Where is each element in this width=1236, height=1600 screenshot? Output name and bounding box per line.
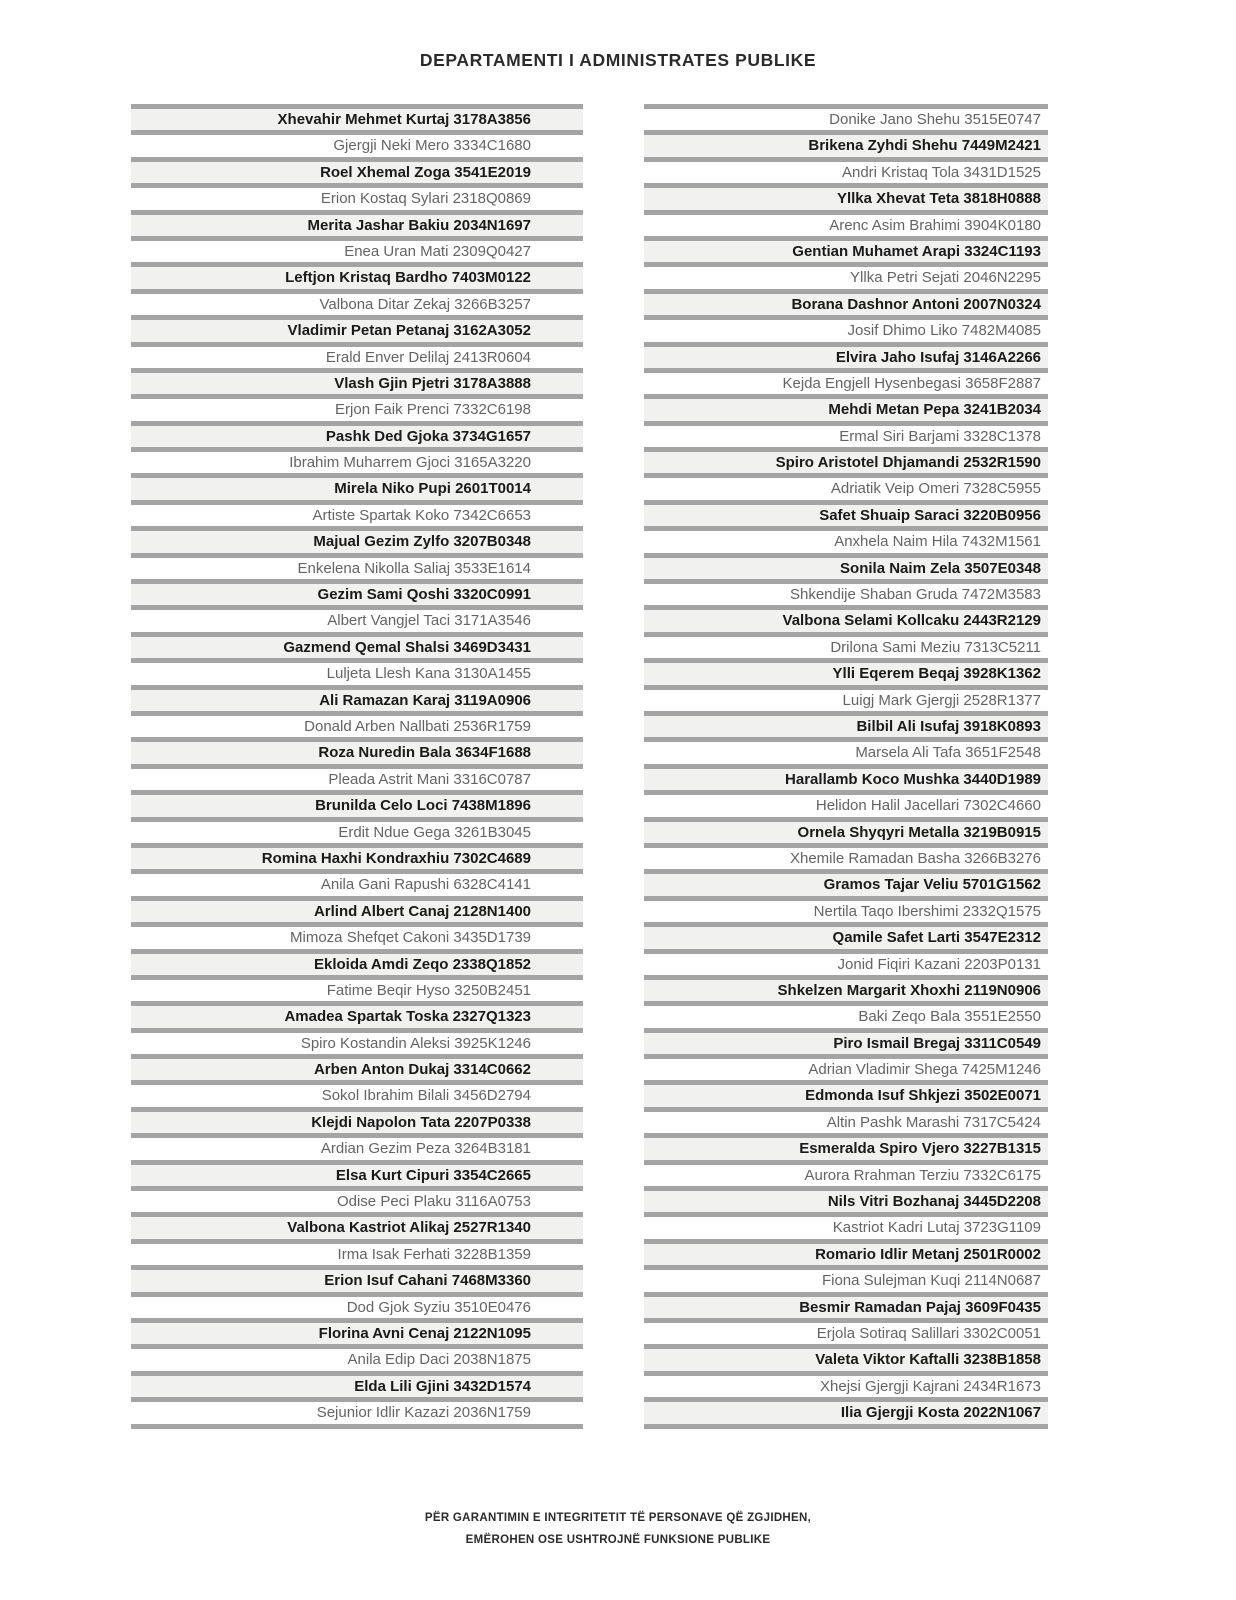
table-row: Altin Pashk Marashi 7317C5424 [644,1107,1048,1133]
table-row: Elsa Kurt Cipuri 3354C2665 [131,1160,583,1186]
table-row: Helidon Halil Jacellari 7302C4660 [644,790,1048,816]
table-row: Edmonda Isuf Shkjezi 3502E0071 [644,1080,1048,1106]
table-row: Mehdi Metan Pepa 3241B2034 [644,394,1048,420]
table-row: Spiro Aristotel Dhjamandi 2532R1590 [644,447,1048,473]
table-row: Enea Uran Mati 2309Q0427 [131,236,583,262]
table-row: Anila Edip Daci 2038N1875 [131,1344,583,1370]
table-row: Shkendije Shaban Gruda 7472M3583 [644,579,1048,605]
table-row: Nertila Taqo Ibershimi 2332Q1575 [644,896,1048,922]
table-row: Ilia Gjergji Kosta 2022N1067 [644,1397,1048,1423]
table-row: Ali Ramazan Karaj 3119A0906 [131,685,583,711]
table-row: Majual Gezim Zylfo 3207B0348 [131,526,583,552]
table-row: Luigj Mark Gjergji 2528R1377 [644,685,1048,711]
table-row: Merita Jashar Bakiu 2034N1697 [131,210,583,236]
table-row: Erald Enver Delilaj 2413R0604 [131,342,583,368]
table-row: Drilona Sami Meziu 7313C5211 [644,632,1048,658]
table-row: Valbona Selami Kollcaku 2443R2129 [644,605,1048,631]
page-title: DEPARTAMENTI I ADMINISTRATES PUBLIKE [419,50,817,70]
table-row: Qamile Safet Larti 3547E2312 [644,922,1048,948]
table-row: Xhejsi Gjergji Kajrani 2434R1673 [644,1371,1048,1397]
table-row: Piro Ismail Bregaj 3311C0549 [644,1028,1048,1054]
table-row: Vlash Gjin Pjetri 3178A3888 [131,368,583,394]
table-row: Erion Kostaq Sylari 2318Q0869 [131,183,583,209]
table-row: Vladimir Petan Petanaj 3162A3052 [131,315,583,341]
footer-line-1: PËR GARANTIMIN E INTEGRITETIT TË PERSONAVE QË ZGJIDHEN, [424,1512,812,1524]
table-row: Gentian Muhamet Arapi 3324C1193 [644,236,1048,262]
table-row: Mirela Niko Pupi 2601T0014 [131,473,583,499]
footer [0,1507,1236,1551]
table-row: Ornela Shyqyri Metalla 3219B0915 [644,817,1048,843]
table-row: Enkelena Nikolla Saliaj 3533E1614 [131,553,583,579]
table-row: Baki Zeqo Bala 3551E2550 [644,1001,1048,1027]
table-row: Adriatik Veip Omeri 7328C5955 [644,473,1048,499]
table-row: Josif Dhimo Liko 7482M4085 [644,315,1048,341]
table-row: Marsela Ali Tafa 3651F2548 [644,737,1048,763]
table-row: Yllka Petri Sejati 2046N2295 [644,262,1048,288]
table-row: Romina Haxhi Kondraxhiu 7302C4689 [131,843,583,869]
table-row: Arenc Asim Brahimi 3904K0180 [644,210,1048,236]
table-row: Mimoza Shefqet Cakoni 3435D1739 [131,922,583,948]
table-row: Safet Shuaip Saraci 3220B0956 [644,500,1048,526]
table-row: Valbona Ditar Zekaj 3266B3257 [131,289,583,315]
name-list-right-column [644,104,1048,1429]
table-row: Pleada Astrit Mani 3316C0787 [131,764,583,790]
table-row: Erjon Faik Prenci 7332C6198 [131,394,583,420]
table-row: Brunilda Celo Loci 7438M1896 [131,790,583,816]
table-row: Anila Gani Rapushi 6328C4141 [131,869,583,895]
table-row: Xhevahir Mehmet Kurtaj 3178A3856 [131,104,583,130]
table-row: Arlind Albert Canaj 2128N1400 [131,896,583,922]
table-row: Donald Arben Nallbati 2536R1759 [131,711,583,737]
table-row: Kejda Engjell Hysenbegasi 3658F2887 [644,368,1048,394]
table-row: Albert Vangjel Taci 3171A3546 [131,605,583,631]
table-row: Romario Idlir Metanj 2501R0002 [644,1239,1048,1265]
table-row: Leftjon Kristaq Bardho 7403M0122 [131,262,583,288]
table-row: Klejdi Napolon Tata 2207P0338 [131,1107,583,1133]
table-row: Donike Jano Shehu 3515E0747 [644,104,1048,130]
table-row: Shkelzen Margarit Xhoxhi 2119N0906 [644,975,1048,1001]
table-row: Erdit Ndue Gega 3261B3045 [131,817,583,843]
table-row: Erjola Sotiraq Salillari 3302C0051 [644,1318,1048,1344]
table-row: Fiona Sulejman Kuqi 2114N0687 [644,1265,1048,1291]
table-row: Xhemile Ramadan Basha 3266B3276 [644,843,1048,869]
table-row: Spiro Kostandin Aleksi 3925K1246 [131,1028,583,1054]
table-row: Brikena Zyhdi Shehu 7449M2421 [644,130,1048,156]
table-row: Andri Kristaq Tola 3431D1525 [644,157,1048,183]
table-row: Odise Peci Plaku 3116A0753 [131,1186,583,1212]
table-row: Sokol Ibrahim Bilali 3456D2794 [131,1080,583,1106]
table-row: Bilbil Ali Isufaj 3918K0893 [644,711,1048,737]
table-row: Elvira Jaho Isufaj 3146A2266 [644,342,1048,368]
table-row: Borana Dashnor Antoni 2007N0324 [644,289,1048,315]
table-row: Aurora Rrahman Terziu 7332C6175 [644,1160,1048,1186]
footer-line-2: EMËROHEN OSE USHTROJNË FUNKSIONE PUBLIKE [465,1534,771,1546]
table-row: Artiste Spartak Koko 7342C6653 [131,500,583,526]
table-row: Luljeta Llesh Kana 3130A1455 [131,658,583,684]
table-row: Gazmend Qemal Shalsi 3469D3431 [131,632,583,658]
name-list-left-column [131,104,583,1429]
table-row: Fatime Beqir Hyso 3250B2451 [131,975,583,1001]
table-row: Sejunior Idlir Kazazi 2036N1759 [131,1397,583,1423]
table-row: Harallamb Koco Mushka 3440D1989 [644,764,1048,790]
table-row: Adrian Vladimir Shega 7425M1246 [644,1054,1048,1080]
table-row: Roza Nuredin Bala 3634F1688 [131,737,583,763]
table-row: Nils Vitri Bozhanaj 3445D2208 [644,1186,1048,1212]
table-row: Valbona Kastriot Alikaj 2527R1340 [131,1212,583,1238]
table-row: Sonila Naim Zela 3507E0348 [644,553,1048,579]
table-row: Anxhela Naim Hila 7432M1561 [644,526,1048,552]
table-row: Amadea Spartak Toska 2327Q1323 [131,1001,583,1027]
table-row: Ekloida Amdi Zeqo 2338Q1852 [131,949,583,975]
table-row: Valeta Viktor Kaftalli 3238B1858 [644,1344,1048,1370]
table-row: Kastriot Kadri Lutaj 3723G1109 [644,1212,1048,1238]
table-row: Ibrahim Muharrem Gjoci 3165A3220 [131,447,583,473]
table-row: Ardian Gezim Peza 3264B3181 [131,1133,583,1159]
table-row: Irma Isak Ferhati 3228B1359 [131,1239,583,1265]
table-row: Gjergji Neki Mero 3334C1680 [131,130,583,156]
table-row: Erion Isuf Cahani 7468M3360 [131,1265,583,1291]
table-row: Ylli Eqerem Beqaj 3928K1362 [644,658,1048,684]
table-row: Pashk Ded Gjoka 3734G1657 [131,421,583,447]
table-row: Florina Avni Cenaj 2122N1095 [131,1318,583,1344]
table-row: Esmeralda Spiro Vjero 3227B1315 [644,1133,1048,1159]
table-row: Elda Lili Gjini 3432D1574 [131,1371,583,1397]
table-row: Arben Anton Dukaj 3314C0662 [131,1054,583,1080]
table-row: Gezim Sami Qoshi 3320C0991 [131,579,583,605]
table-row: Gramos Tajar Veliu 5701G1562 [644,869,1048,895]
table-row: Roel Xhemal Zoga 3541E2019 [131,157,583,183]
table-row: Dod Gjok Syziu 3510E0476 [131,1292,583,1318]
table-row: Yllka Xhevat Teta 3818H0888 [644,183,1048,209]
table-row: Jonid Fiqiri Kazani 2203P0131 [644,949,1048,975]
table-row: Besmir Ramadan Pajaj 3609F0435 [644,1292,1048,1318]
table-row: Ermal Siri Barjami 3328C1378 [644,421,1048,447]
